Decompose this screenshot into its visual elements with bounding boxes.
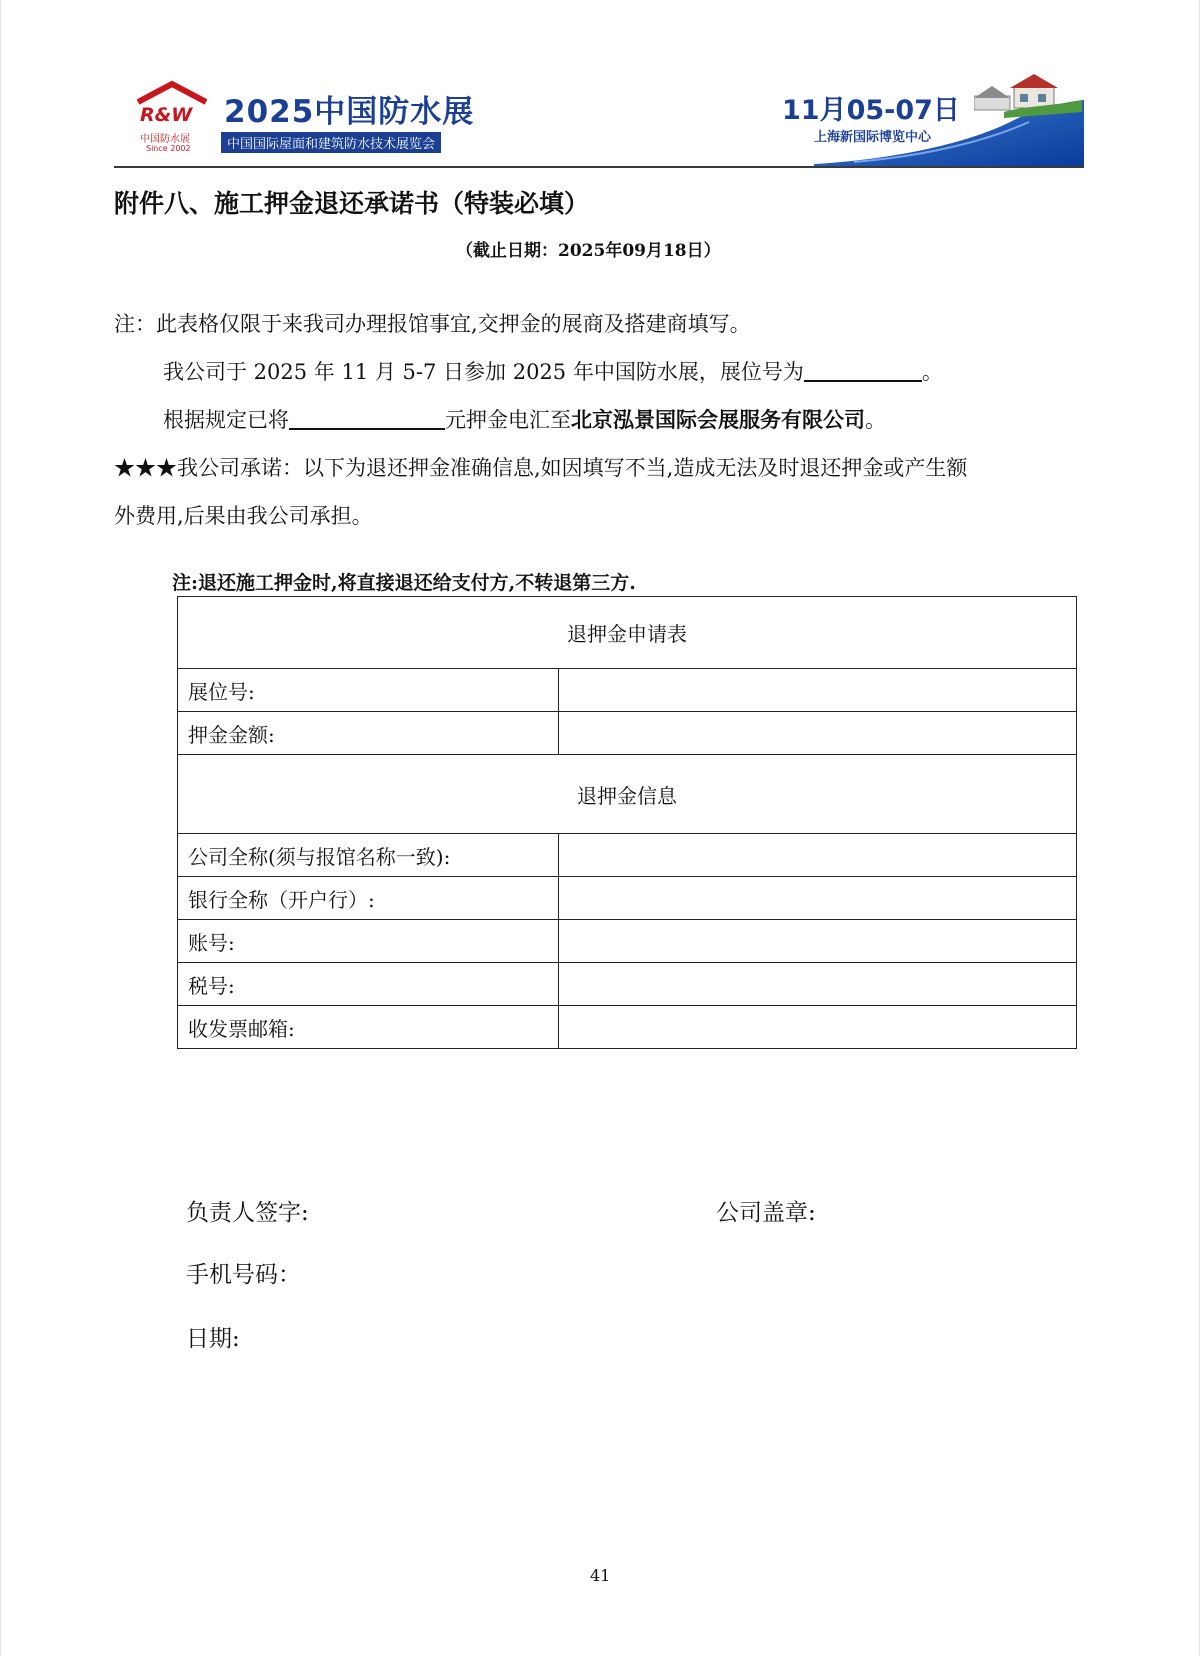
section-application-title: 退押金申请表 — [178, 597, 1077, 669]
house-icon — [974, 72, 1084, 132]
booth-number-blank[interactable] — [804, 360, 922, 382]
invoice-email-input-cell[interactable] — [559, 1006, 1077, 1049]
company-name-label: 公司全称(须与报馆名称一致): — [178, 834, 559, 877]
statement-deposit-text: 根据规定已将 — [163, 408, 289, 432]
logo-rw: R&W — [140, 104, 193, 126]
promise-line-2: 外费用,后果由我公司承担。 — [114, 504, 373, 528]
expo-dates: 11月05-07日 — [782, 95, 960, 126]
logo-since: Since 2002 — [146, 144, 191, 153]
table-row — [178, 597, 1077, 669]
expo-title: 2025中国防水展 — [224, 94, 475, 130]
statement-booth — [163, 356, 943, 386]
expo-logo — [132, 78, 210, 158]
bank-name-input-cell[interactable] — [559, 877, 1077, 920]
header-divider — [114, 166, 1084, 168]
table-row — [178, 755, 1077, 834]
table-row — [178, 920, 1077, 963]
booth-input-cell[interactable] — [559, 669, 1077, 712]
deadline: （截止日期：2025年09月18日） — [456, 241, 721, 261]
phone-label: 手机号码： — [186, 1262, 301, 1288]
table-row — [178, 834, 1077, 877]
section-refund-info-title: 退押金信息 — [178, 755, 1077, 834]
form-note: 注：此表格仅限于来我司办理报馆事宜,交押金的展商及搭建商填写。 — [114, 312, 751, 336]
signer-label: 负责人签字: — [186, 1200, 309, 1226]
deposit-amount-input-cell[interactable] — [559, 712, 1077, 755]
statement-deposit-end: 。 — [865, 408, 886, 432]
receiving-company: 北京泓景国际会展服务有限公司 — [571, 407, 865, 432]
table-row — [178, 712, 1077, 755]
expo-venue: 上海新国际博览中心 — [814, 130, 932, 145]
statement-booth-end: 。 — [921, 360, 943, 384]
table-row — [178, 1006, 1077, 1049]
document-title: 附件八、施工押金退还承诺书（特装必填） — [114, 189, 590, 218]
table-row — [178, 669, 1077, 712]
statement-booth-text: 我公司于 2025 年 11 月 5-7 日参加 2025 年中国防水展，展位号为 — [163, 360, 804, 384]
tax-id-input-cell[interactable] — [559, 963, 1077, 1006]
company-name-input-cell[interactable] — [559, 834, 1077, 877]
page-number: 41 — [590, 1566, 611, 1585]
promise-line-1: ★★★我公司承诺：以下为退还押金准确信息,如因填写不当,造成无法及时退还押金或产生额 — [114, 456, 968, 480]
deposit-amount-blank[interactable] — [289, 408, 445, 430]
account-input-cell[interactable] — [559, 920, 1077, 963]
header-banner — [114, 72, 1084, 168]
company-stamp-label: 公司盖章: — [716, 1200, 816, 1226]
booth-label: 展位号: — [178, 669, 559, 712]
invoice-email-label: 收发票邮箱: — [178, 1006, 559, 1049]
bank-name-label: 银行全称（开户行）: — [178, 877, 559, 920]
deposit-refund-table — [177, 596, 1077, 1049]
statement-deposit — [163, 404, 886, 434]
logo-chinese-name: 中国防水展 — [140, 134, 190, 145]
payment-note: 注:退还施工押金时,将直接退还给支付方,不转退第三方. — [172, 572, 636, 594]
date-label: 日期: — [186, 1326, 240, 1352]
account-label: 账号: — [178, 920, 559, 963]
table-row — [178, 963, 1077, 1006]
tax-id-label: 税号: — [178, 963, 559, 1006]
expo-subtitle: 中国国际屋面和建筑防水技术展览会 — [221, 132, 441, 153]
deposit-amount-label: 押金金额: — [178, 712, 559, 755]
roof-icon — [134, 80, 210, 106]
statement-deposit-mid: 元押金电汇至 — [445, 408, 571, 432]
page-left-edge — [0, 0, 1, 1656]
table-row — [178, 877, 1077, 920]
